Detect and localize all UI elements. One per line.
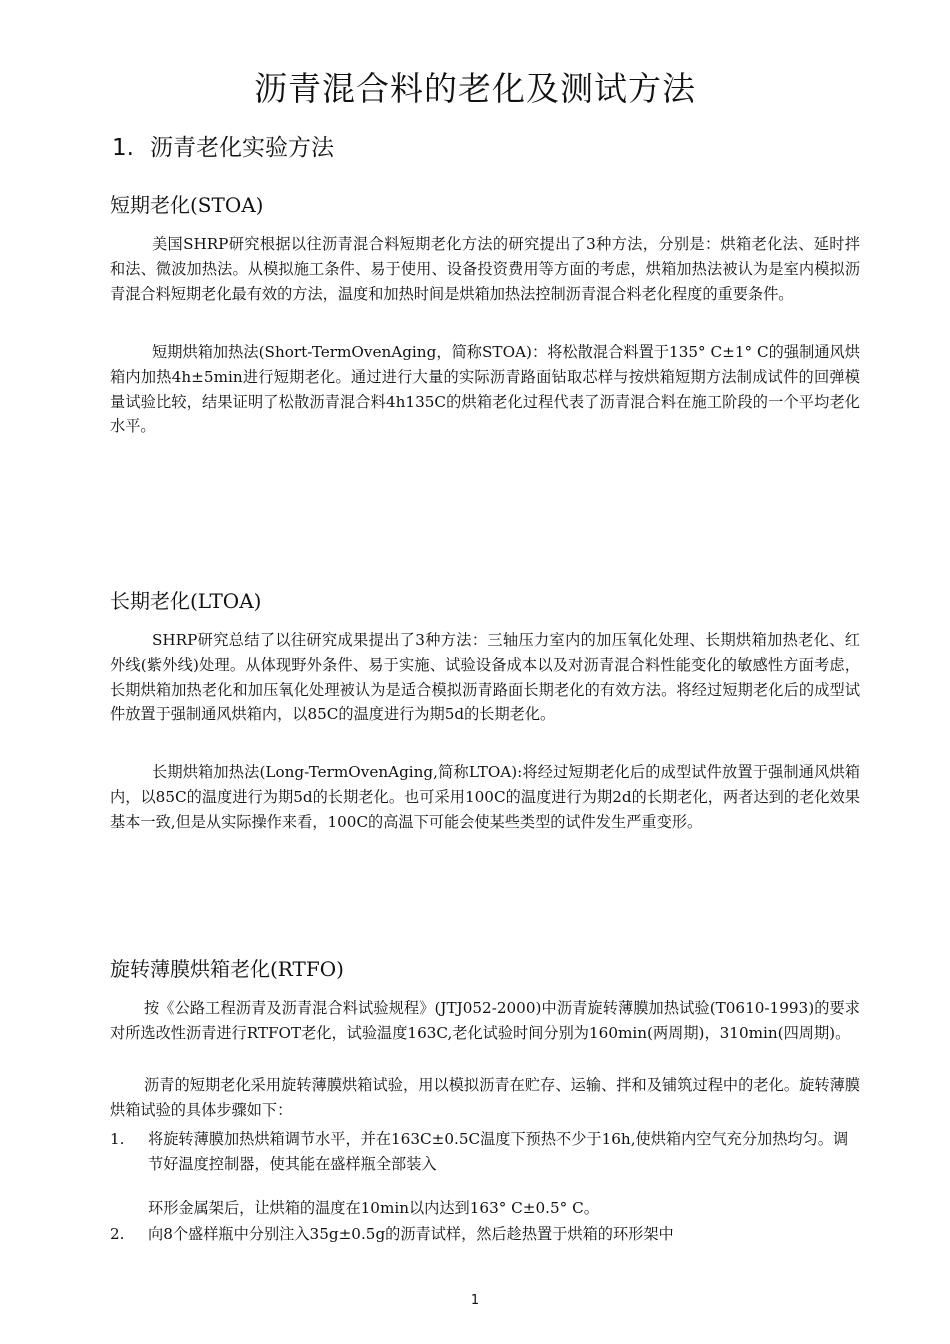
rtfo-paragraph-1: 按《公路工程沥青及沥青混合料试验规程》(JTJ052-2000)中沥青旋转薄膜加热试验(T0610-1993)的要求对所选改性沥青进行RTFOT老化，试验温度163C,老化试验时间分别为160min(两周期)，310min(四周期)。 — [110, 999, 860, 1042]
section-title: 沥青老化实验方法 — [150, 135, 334, 161]
step-text: 将旋转薄膜加热烘箱调节水平，并在163C±0.5C温度下预热不少于16h,使烘箱内空气充分加热均匀。调节好温度控制器，使其能在盛样瓶全部装入 — [148, 1130, 849, 1173]
ltoa-paragraph-2: 长期烘箱加热法(Long-TermOvenAging,简称LTOA):将经过短期老化后的成型试件放置于强制通风烘箱内，以85C的温度进行为期5d的长期老化。也可采用100C的温度进行为期2d的长期老化，两者达到的老化效果基本一致,但是从实际操作来看，100C的高温下可能会使某些类型的试件发生严重变形。 — [110, 763, 860, 831]
section-number: 1. — [112, 135, 134, 161]
step-marker: 1. — [110, 1130, 125, 1148]
step-text: 环形金属架后，让烘箱的温度在10min以内达到163° C±0.5° C。 — [148, 1199, 599, 1217]
rtfo-paragraph-2: 沥青的短期老化采用旋转薄膜烘箱试验，用以模拟沥青在贮存、运输、拌和及铺筑过程中的老化。旋转薄膜烘箱试验的具体步骤如下： — [110, 1076, 860, 1119]
ltoa-paragraph-1: SHRP研究总结了以往研究成果提出了3种方法：三轴压力室内的加压氧化处理、长期烘箱加热老化、红外线(紫外线)处理。从体现野外条件、易于实施、试验设备成本以及对沥青混合料性能变化的敏感性方面考虑，长期烘箱加热老化和加压氧化处理被认为是适合模拟沥青路面长期老化的有效方法。将经过短期老化后的成型试件放置于强制通风烘箱内，以85C的温度进行为期5d的长期老化。 — [110, 631, 860, 724]
stoa-paragraph-2: 短期烘箱加热法(Short-TermOvenAging，简称STOA)：将松散混合料置于135° C±1° C的强制通风烘箱内加热4h±5min进行短期老化。通过进行大量的实际沥青路面钻取芯样与按烘箱短期方法制成试件的回弹模量试验比较，结果证明了松散沥青混合料4h135C的烘箱老化过程代表了沥青混合料在施工阶段的一个平均老化水平。 — [110, 343, 860, 436]
subsection-heading-rtfo: 旋转薄膜烘箱老化(RTFO) — [110, 957, 344, 981]
section-heading-1 — [112, 130, 334, 166]
document-title: 沥青混合料的老化及测试方法 — [254, 69, 696, 108]
stoa-paragraph-1: 美国SHRP研究根据以往沥青混合料短期老化方法的研究提出了3种方法，分别是：烘箱老化法、延时拌和法、微波加热法。从模拟施工条件、易于使用、设备投资费用等方面的考虑，烘箱加热法被认为是室内模拟沥青混合料短期老化最有效的方法，温度和加热时间是烘箱加热法控制沥青混合料老化程度的重要条件。 — [110, 235, 860, 303]
subsection-heading-stoa: 短期老化(STOA) — [110, 193, 264, 217]
step-marker: 2. — [110, 1225, 125, 1243]
page-number: 1 — [470, 1293, 480, 1308]
rtfo-step-1 — [110, 1127, 860, 1177]
subsection-heading-ltoa: 长期老化(LTOA) — [110, 589, 262, 613]
rtfo-step-2 — [110, 1222, 860, 1247]
step-text: 向8个盛样瓶中分别注入35g±0.5g的沥青试样，然后趁热置于烘箱的环形架中 — [148, 1225, 674, 1243]
rtfo-step-1-continued — [110, 1196, 860, 1221]
